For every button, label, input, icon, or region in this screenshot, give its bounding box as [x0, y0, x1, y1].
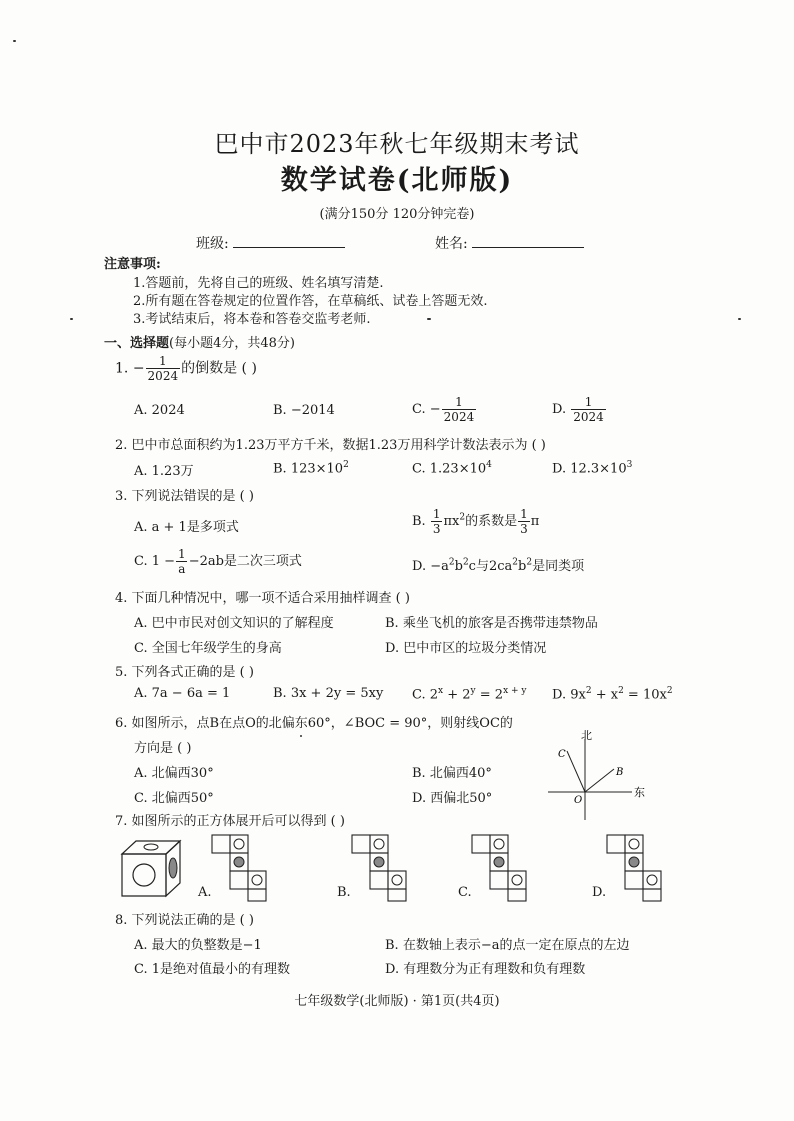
exponent: 2 [462, 557, 469, 568]
question-7 [115, 810, 345, 829]
option-text: D. −a [412, 559, 449, 574]
cube-shaded-circle [169, 858, 177, 878]
cube-figure [118, 836, 184, 900]
denominator: 3 [432, 522, 441, 536]
option-label: C. [412, 402, 426, 417]
name-blank-line [472, 235, 584, 248]
question-stem: 如图所示，点B在点O的北偏东60°，∠BOC = 90°，则射线OC的 [131, 716, 513, 731]
option-a: A. a + 1是多项式 [134, 520, 239, 535]
option-c: C. [458, 885, 472, 900]
point-b-label: B [616, 767, 624, 778]
question-4 [115, 587, 410, 606]
question-stem: 巴中市总面积约为1.23万平方千米，数据1.23万用科学计数法表示为 ( ) [131, 438, 546, 453]
question-number: 1. [115, 360, 129, 377]
option-text: + 2 [443, 687, 471, 703]
numerator: 1 [584, 395, 593, 409]
option-b [412, 508, 539, 535]
question-8 [115, 909, 254, 928]
exponent: 3 [626, 460, 633, 470]
question-stem: 的倒数是 ( ) [181, 360, 257, 377]
question-number: 7. [115, 814, 128, 829]
option-text: D. 9x [552, 687, 586, 703]
north-label: 北 [581, 729, 592, 742]
option-b: B. 北偏西40° [412, 766, 492, 781]
numerator: 1 [520, 507, 528, 521]
question-number: 2. [115, 438, 128, 453]
exam-subject-title: 数学试卷(北师版) [280, 165, 514, 196]
ray-ob [585, 769, 614, 792]
option-a: A. 北偏西30° [134, 766, 214, 781]
question-5 [115, 661, 254, 680]
exam-score-time: (满分150分 120分钟完卷) [319, 207, 475, 222]
minus-sign: − [429, 402, 441, 417]
name-label: 姓名: [435, 236, 468, 252]
ray-oc [567, 751, 585, 792]
option-a: A. 巴中市民对创文知识的了解程度 [134, 616, 334, 631]
question-2 [115, 434, 546, 453]
scan-speck [738, 318, 741, 320]
option-b [273, 460, 349, 476]
option-d [552, 396, 607, 423]
option-c [134, 548, 302, 575]
option-c [412, 396, 477, 423]
option-d: D. 巴中市区的垃圾分类情况 [385, 641, 547, 656]
net-figure-d [603, 833, 667, 903]
question-stem: 如图所示的正方体展开后可以得到 ( ) [131, 814, 345, 829]
question-1 [115, 355, 257, 382]
option-d: D. [592, 885, 607, 900]
numerator: 1 [432, 507, 441, 521]
cube-top-face [122, 841, 180, 854]
exponent: 2 [666, 686, 673, 696]
option-d [412, 555, 584, 574]
option-b: B. 乘坐飞机的旅客是否携带违禁物品 [385, 616, 598, 631]
question-6 [115, 712, 513, 731]
option-b: B. [337, 885, 351, 900]
option-label: B. [412, 514, 426, 529]
exam-title: 巴中市2023年秋七年级期末考试 [214, 130, 580, 158]
option-text: b [454, 559, 463, 574]
option-text: C. 2 [412, 687, 439, 703]
point-c-label: C [558, 749, 566, 760]
notice-item: 3.考试结束后，将本卷和答卷交监考老师. [133, 312, 371, 327]
option-b: B. −2014 [273, 403, 335, 418]
question-number: 6. [115, 716, 128, 731]
cube-front-face [122, 854, 166, 896]
option-c [412, 460, 492, 476]
page-footer: 七年级数学(北师版) · 第1页(共4页) [294, 994, 500, 1009]
scan-speck [427, 318, 431, 320]
denominator: 2024 [443, 410, 475, 424]
class-field [196, 233, 345, 253]
cube-circle [133, 864, 155, 886]
option-d: D. 西偏北50° [412, 791, 493, 806]
exponent: 2 [448, 557, 455, 568]
notice-heading: 注意事项: [104, 257, 161, 272]
section-score-note: (每小题4分，共48分) [169, 336, 295, 351]
option-a: A. 最大的负整数是−1 [134, 938, 262, 953]
question-number: 3. [115, 489, 128, 504]
cube-top-circle [144, 844, 158, 850]
option-d [552, 686, 673, 702]
scan-speck [70, 318, 73, 320]
question-stem-cont: 方向是 ( ) [134, 741, 192, 756]
question-stem: 下列说法正确的是 ( ) [131, 913, 254, 928]
fraction [571, 396, 606, 423]
exponent: 2 [459, 512, 466, 523]
option-text: D. 12.3×10 [552, 461, 627, 477]
option-text: c与2ca [468, 559, 513, 574]
notice-item: 1.答题前，先将自己的班级、姓名填写清楚. [133, 276, 384, 291]
option-text: = 2 [475, 687, 504, 703]
question-number: 8. [115, 913, 128, 928]
option-text: + x [591, 687, 619, 703]
exponent: y [470, 686, 476, 696]
question-stem: 下列说法错误的是 ( ) [131, 489, 254, 504]
option-d: D. 有理数分为正有理数和负有理数 [385, 962, 586, 977]
option-c: C. 全国七年级学生的身高 [134, 641, 282, 656]
option-a: A. 2024 [134, 403, 185, 418]
option-text: C. 1 − [134, 554, 176, 569]
option-text: b [518, 559, 527, 574]
fraction [431, 508, 443, 535]
option-a: A. 1.23万 [134, 464, 194, 479]
option-c [412, 686, 527, 702]
option-label: D. [552, 402, 567, 417]
option-text: 是同类项 [532, 559, 585, 574]
fraction [442, 396, 477, 423]
exponent: 2 [343, 460, 349, 470]
fraction [518, 508, 530, 535]
question-number: 4. [115, 591, 128, 606]
fraction [146, 355, 181, 382]
option-a: A. [198, 885, 212, 900]
option-b: B. 3x + 2y = 5xy [273, 686, 384, 701]
question-stem: 下列各式正确的是 ( ) [131, 665, 254, 680]
question-3 [115, 485, 254, 504]
numerator: 1 [159, 354, 167, 368]
class-blank-line [233, 235, 345, 248]
option-c: C. 1是绝对值最小的有理数 [134, 962, 291, 977]
denominator: a [178, 562, 186, 576]
direction-figure [540, 725, 650, 825]
option-c: C. 北偏西50° [134, 791, 214, 806]
exponent: x [438, 686, 444, 696]
east-label: 东 [634, 786, 645, 799]
notice-item: 2.所有题在答卷规定的位置作答，在草稿纸、试卷上答题无效. [133, 294, 488, 309]
numerator: 1 [178, 547, 186, 561]
scan-speck [13, 40, 16, 42]
section-title: 一、选择题 [104, 336, 170, 351]
numerator: 1 [455, 395, 463, 409]
exponent: 4 [486, 460, 492, 470]
point-o-label: O [574, 795, 583, 806]
question-number: 5. [115, 665, 128, 680]
name-field [435, 233, 584, 253]
denominator: 2024 [573, 410, 604, 424]
section-heading [104, 332, 295, 351]
option-b: B. 在数轴上表示−a的点一定在原点的左边 [385, 938, 630, 953]
exponent: x + y [503, 686, 527, 696]
scan-speck [300, 735, 302, 737]
exponent: 2 [526, 557, 533, 568]
exponent: 2 [618, 686, 624, 696]
question-stem: 下面几种情况中，哪一项不适合采用抽样调查 ( ) [131, 591, 410, 606]
net-figure-c [468, 833, 532, 903]
denominator: 3 [520, 522, 528, 536]
option-text: πx [443, 514, 460, 529]
option-text: = 10x [623, 687, 667, 703]
pi-symbol: π [530, 514, 540, 529]
option-a: A. 7a − 6a = 1 [134, 686, 231, 701]
minus-sign: − [132, 360, 145, 377]
net-figure-a [208, 833, 272, 903]
class-label: 班级: [196, 236, 229, 252]
option-text: C. 1.23×10 [412, 461, 487, 477]
option-text: B. 123×10 [273, 461, 344, 477]
net-figure-b [348, 833, 412, 903]
fraction [176, 548, 188, 575]
exponent: 2 [512, 557, 518, 568]
option-d [552, 460, 632, 476]
option-text: −2ab是二次三项式 [188, 554, 302, 569]
denominator: 2024 [147, 369, 179, 383]
exponent: 2 [585, 686, 592, 696]
option-text: 的系数是 [465, 514, 518, 529]
